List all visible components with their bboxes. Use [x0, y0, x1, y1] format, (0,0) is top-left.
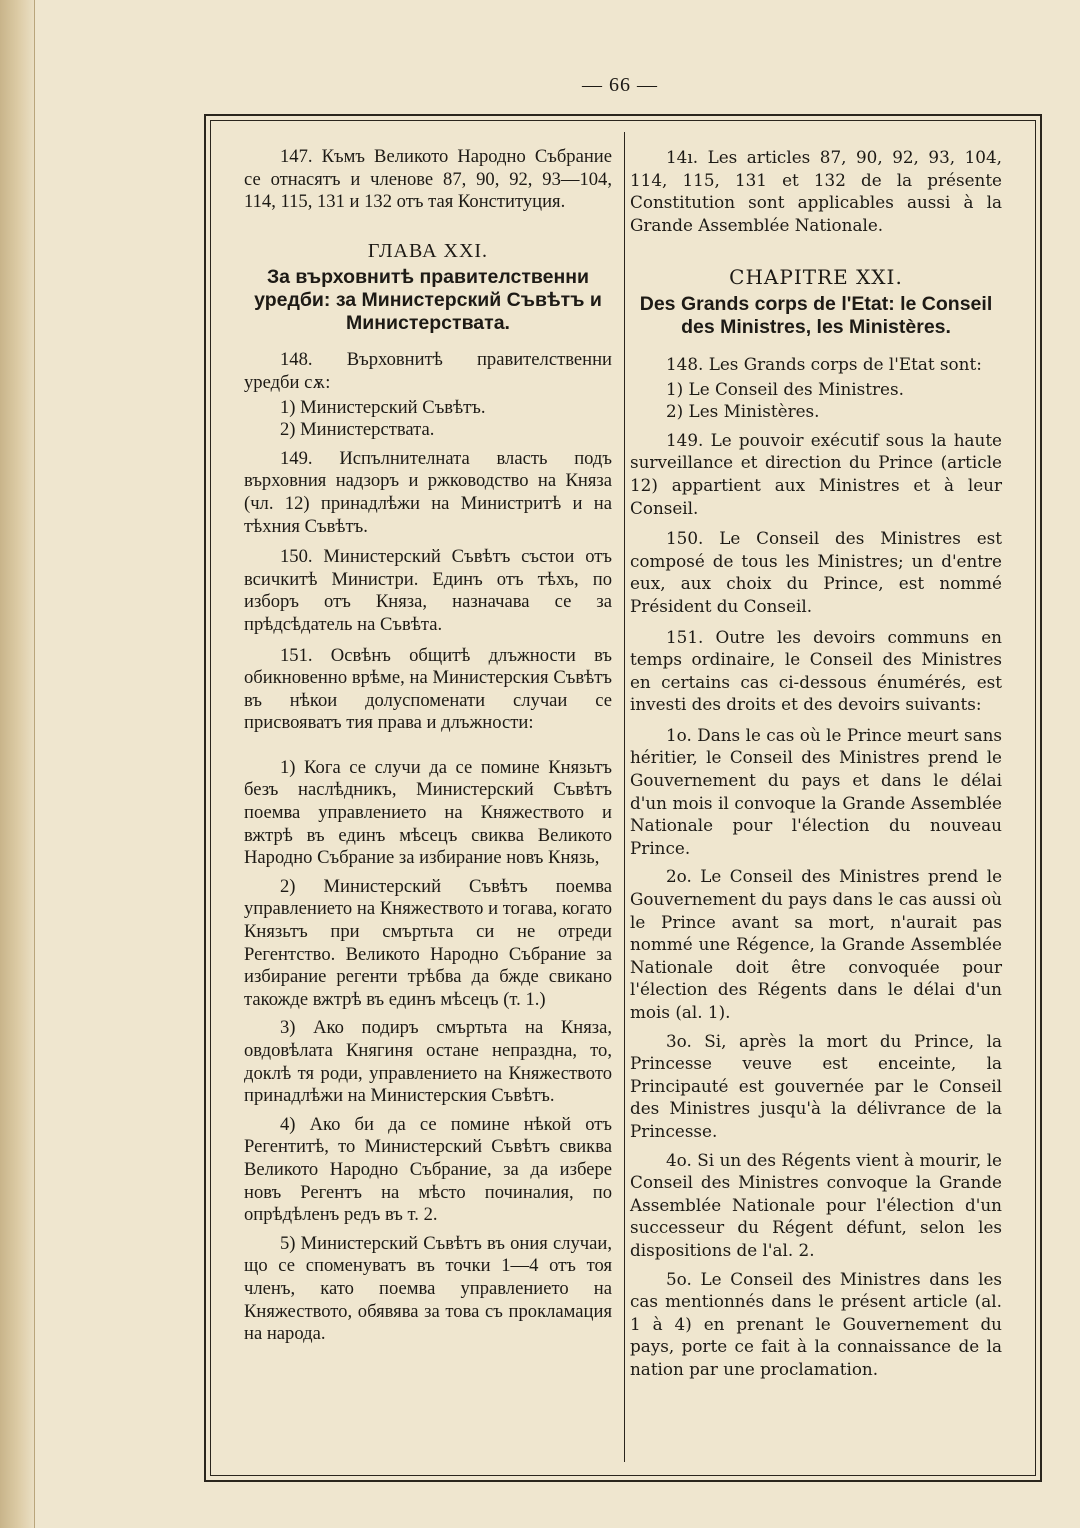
french-column — [630, 146, 1002, 1387]
chapter-title-fr: CHAPITRE XXI. — [729, 265, 903, 290]
article-151-item-4-bg: 4) Ако би да се помине нѣкой отъ Регентитѣ, то Министерский Съвѣтъ свиква Великото Народно Събрание, за да избере новъ Регентъ на мѣсто починалия, по опрѣдѣленъ редъ въ т. 2. — [244, 1113, 612, 1226]
article-148-bg: 148. Върховнитѣ правителственни уредби сѫ: — [244, 349, 612, 393]
article-151-item-3-fr: 3o. Si, après la mort du Prince, la Princesse veuve est enceinte, la Principauté est gouvernée par le Conseil des Ministres jusqu'à la délivrance de la Princesse. — [630, 1030, 1002, 1141]
article-151-item-5-bg: 5) Министерский Съвѣтъ въ ония случаи, що се споменуватъ въ точки 1—4 отъ тоя членъ, като поемва управлението на Княжеството, обявява за това съ прокламация на народа. — [244, 1232, 612, 1345]
article-151-item-4-fr: 4o. Si un des Régents vient à mourir, le Conseil des Ministres convoque la Grande Assemblée Nationale pour l'élection d'un successeur du Régent défunt, selon les dispositions de l'al. 2. — [630, 1149, 1002, 1260]
chapter-title-bg: ГЛАВА XXI. — [367, 239, 489, 262]
article-149-fr: 149. Le pouvoir exécutif sous la haute surveillance et direction du Prince (article 12) appartient aux Ministres et à leur Conseil. — [630, 429, 1002, 518]
article-150-fr: 150. Le Conseil des Ministres est composé de tous les Ministres; un d'entre eux, aux choix du Prince, est nommé Président du Conseil. — [630, 528, 1002, 616]
article-147-fr: 14ı. Les articles 87, 90, 92, 93, 104, 114, 115, 131 et 132 de la présente Constitution sont applicables aussi à la Grande Assemblée Nationale. — [630, 147, 1002, 235]
book-binding-edge — [0, 0, 35, 1528]
article-148-item-2-fr: 2) Les Ministères. — [666, 401, 820, 422]
article-148-item-1-fr: 1) Le Conseil des Ministres. — [666, 378, 904, 399]
article-150-bg: 150. Министерский Съвѣтъ състои отъ всичкитѣ Министри. Единъ отъ тѣхъ, по изборъ отъ Княза, назначава се за прѣдсѣдатель на Съвѣта. — [244, 546, 612, 635]
article-151-item-2-bg: 2) Министерский Съвѣтъ поемва управлението на Княжеството и тогава, когато Князьтъ при смъртьта си не отреди Регентство. Великото Народно Събрание за избирание регенти трѣбва да бжде свикано такожде вжтрѣ въ единъ мѣсецъ (т. 1.) — [244, 875, 612, 1010]
article-151-item-5-fr: 5o. Le Conseil des Ministres dans les cas mentionnés dans le présent article (al. 1 à 4) en prenant le Gouvernement du pays, porte ce fait à la connaissance de la nation par une proclamation. — [630, 1268, 1002, 1379]
article-149-bg: 149. Испълнителната власть подъ върховния надзоръ и ржководство на Княза (чл. 12) принадлѣжи на Министритѣ и на тѣхния Съвѣтъ. — [244, 447, 612, 537]
spacer — [244, 743, 612, 757]
bulgarian-column — [244, 146, 612, 1352]
article-151-item-1-fr: 1o. Dans le cas où le Prince meurt sans héritier, le Conseil des Ministres prend le Gouvernement du pays et dans le délai d'un mois il convoque la Grande Assemblée Nationale pour l'élection du nouveau Prince. — [630, 724, 1002, 858]
column-divider — [624, 132, 625, 1462]
article-151-item-2-fr: 2o. Le Conseil des Ministres prend le Gouvernement du pays dans le cas aussi où le Prince avant sa mort, n'aurait pas nommé une Régence, la Grande Assemblée Nationale doit être convoquée pour l'élection des Régents dans le délai d'un mois (al. 1). — [630, 866, 1002, 1022]
chapter-heading-bg: За върховнитѣ правителственни уредби: за Министерский Съвѣтъ и Министерствата. — [254, 266, 602, 335]
article-148-item-1-bg: 1) Министерский Съвѣтъ. — [280, 396, 486, 418]
article-151-fr: 151. Outre les devoirs communs en temps ordinaire, le Conseil des Ministres en certains cas ci-dessous énumérés, est investi des droits et des devoirs suivants: — [630, 626, 1002, 715]
article-151-bg: 151. Освѣнъ общитѣ длъжности въ обикновенно врѣме, на Министерския Съвѣтъ въ нѣкои долуспоменати случаи се присвояватъ тия права и длъжности: — [244, 644, 612, 734]
page-number: — 66 — — [582, 74, 658, 96]
article-151-item-3-bg: 3) Ако подиръ смъртьта на Княза, овдовѣлата Княгиня остане непраздна, то, доклѣ тя роди, управлението на Княжеството принадлѣжи на Министерския Съвѣтъ. — [244, 1017, 612, 1107]
article-147-bg: 147. Къмъ Великото Народно Събрание се отнасятъ и членове 87, 90, 92, 93—104, 114, 115, 131 и 132 отъ тая Конституция. — [244, 146, 612, 213]
article-151-item-1-bg: 1) Кога се случи да се помине Князьтъ безъ наслѣдникъ, Министерский Съвѣтъ поемва управлението на Княжеството и вжтрѣ въ единъ мѣсецъ свиква Великото Народно Събрание за избирание новъ Князь, — [244, 756, 612, 869]
chapter-heading-fr: Des Grands corps de l'Etat: le Conseil des Ministres, les Ministères. — [639, 292, 993, 338]
article-148-item-2-bg: 2) Министерствата. — [280, 419, 435, 441]
article-148-fr: 148. Les Grands corps de l'Etat sont: — [666, 353, 982, 374]
